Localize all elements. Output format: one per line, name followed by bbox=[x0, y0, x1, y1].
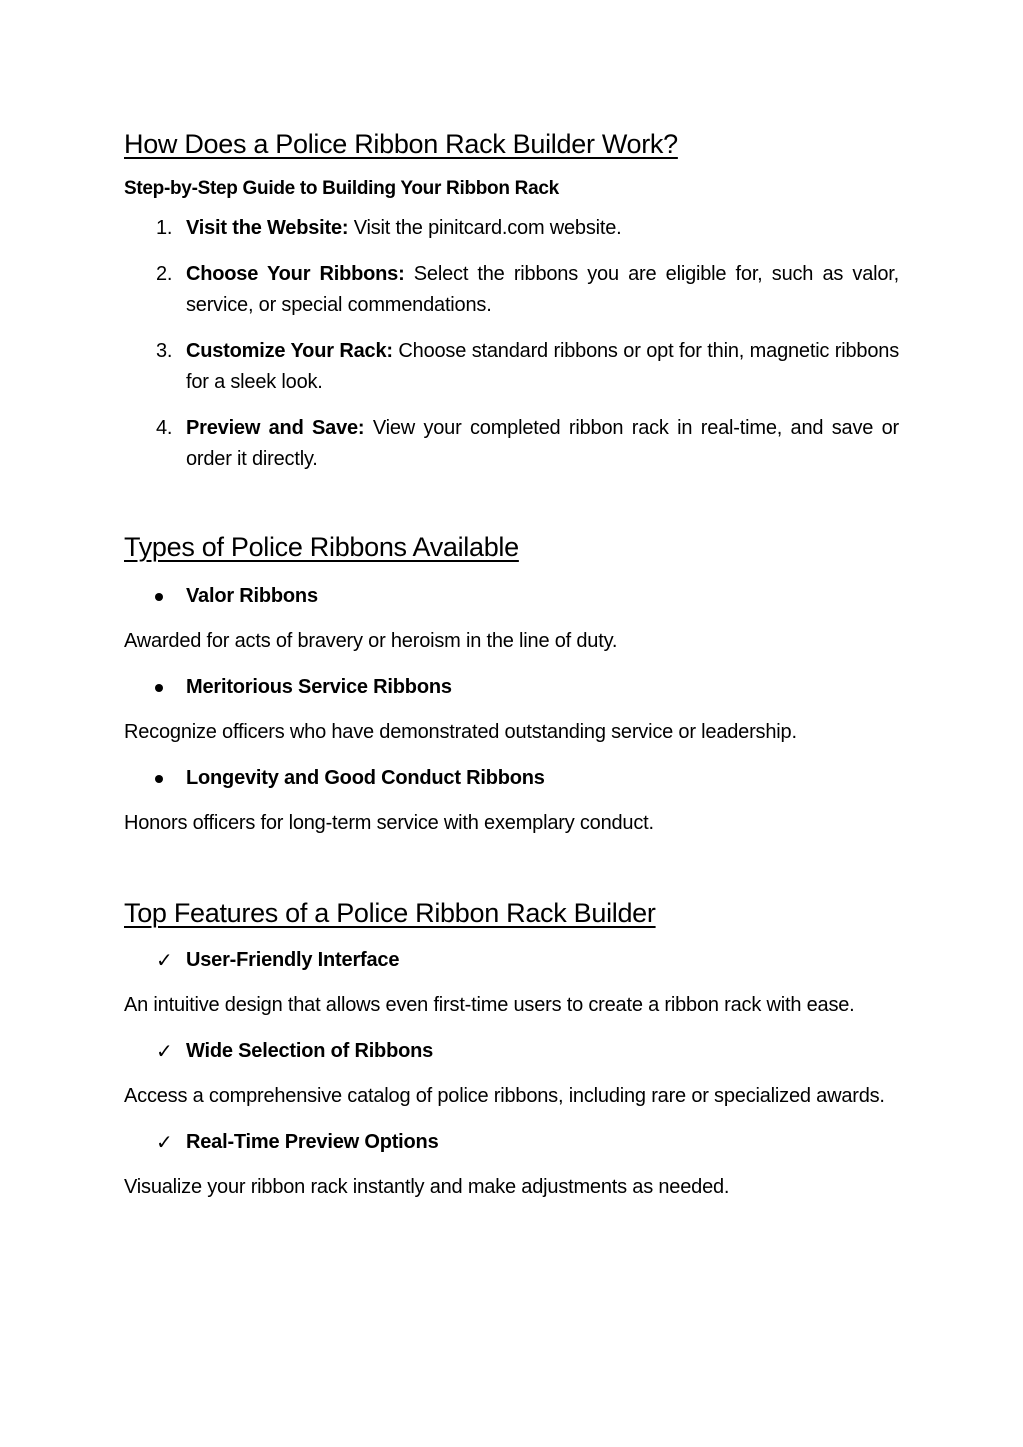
step-label: Preview and Save: bbox=[186, 417, 365, 439]
list-item bbox=[124, 581, 899, 612]
ribbon-types-list bbox=[124, 581, 899, 839]
list-item bbox=[124, 763, 899, 794]
ribbon-type-label: Valor Ribbons bbox=[186, 585, 318, 607]
feature-desc: Access a comprehensive catalog of police ribbons, including rare or specialized awards. bbox=[124, 1085, 885, 1107]
step-number: 3. bbox=[156, 340, 173, 362]
step-item bbox=[124, 213, 899, 244]
step-text: View your completed ribbon rack in real-time, and save or order it directly. bbox=[186, 417, 899, 470]
section-title-ribbon-types: Types of Police Ribbons Available bbox=[124, 532, 519, 562]
steps-list bbox=[124, 213, 899, 475]
step-text: Select the ribbons you are eligible for, such as valor, service, or special commendations. bbox=[186, 263, 899, 316]
step-text: Choose standard ribbons or opt for thin, magnetic ribbons for a sleek look. bbox=[186, 340, 899, 393]
ribbon-type-desc: Recognize officers who have demonstrated outstanding service or leadership. bbox=[124, 721, 797, 743]
feature-label: User-Friendly Interface bbox=[186, 949, 400, 971]
step-number: 4. bbox=[156, 417, 173, 439]
section-subtitle-step-guide: Step-by-Step Guide to Building Your Ribbon Rack bbox=[124, 178, 559, 199]
list-item bbox=[124, 672, 899, 703]
bullet-icon bbox=[155, 775, 163, 783]
bullet-icon bbox=[155, 593, 163, 601]
bullet-icon bbox=[155, 684, 163, 692]
step-label: Choose Your Ribbons: bbox=[186, 263, 405, 285]
feature-desc: An intuitive design that allows even first-time users to create a ribbon rack with ease. bbox=[124, 994, 855, 1016]
step-item bbox=[124, 413, 899, 475]
section-title-how-it-works: How Does a Police Ribbon Rack Builder Work? bbox=[124, 129, 678, 159]
step-number: 2. bbox=[156, 263, 173, 285]
ribbon-type-desc: Awarded for acts of bravery or heroism in the line of duty. bbox=[124, 630, 618, 652]
ribbon-type-desc: Honors officers for long-term service with exemplary conduct. bbox=[124, 812, 654, 834]
checkmark-icon: ✓ bbox=[156, 1039, 173, 1063]
list-item bbox=[124, 1036, 899, 1067]
feature-label: Real-Time Preview Options bbox=[186, 1131, 439, 1153]
list-item bbox=[124, 1127, 899, 1158]
step-label: Visit the Website: bbox=[186, 217, 349, 239]
feature-desc: Visualize your ribbon rack instantly and make adjustments as needed. bbox=[124, 1176, 730, 1198]
document-page bbox=[124, 128, 899, 1218]
section-title-top-features: Top Features of a Police Ribbon Rack Builder bbox=[124, 898, 656, 928]
step-text: Visit the pinitcard.com website. bbox=[348, 217, 622, 239]
step-number: 1. bbox=[156, 217, 173, 239]
features-list bbox=[124, 945, 899, 1203]
step-item bbox=[124, 259, 899, 321]
ribbon-type-label: Longevity and Good Conduct Ribbons bbox=[186, 767, 545, 789]
step-label: Customize Your Rack: bbox=[186, 340, 393, 362]
step-item bbox=[124, 336, 899, 398]
checkmark-icon: ✓ bbox=[156, 1130, 173, 1154]
ribbon-type-label: Meritorious Service Ribbons bbox=[186, 676, 452, 698]
list-item bbox=[124, 945, 899, 976]
feature-label: Wide Selection of Ribbons bbox=[186, 1040, 434, 1062]
checkmark-icon: ✓ bbox=[156, 948, 173, 972]
